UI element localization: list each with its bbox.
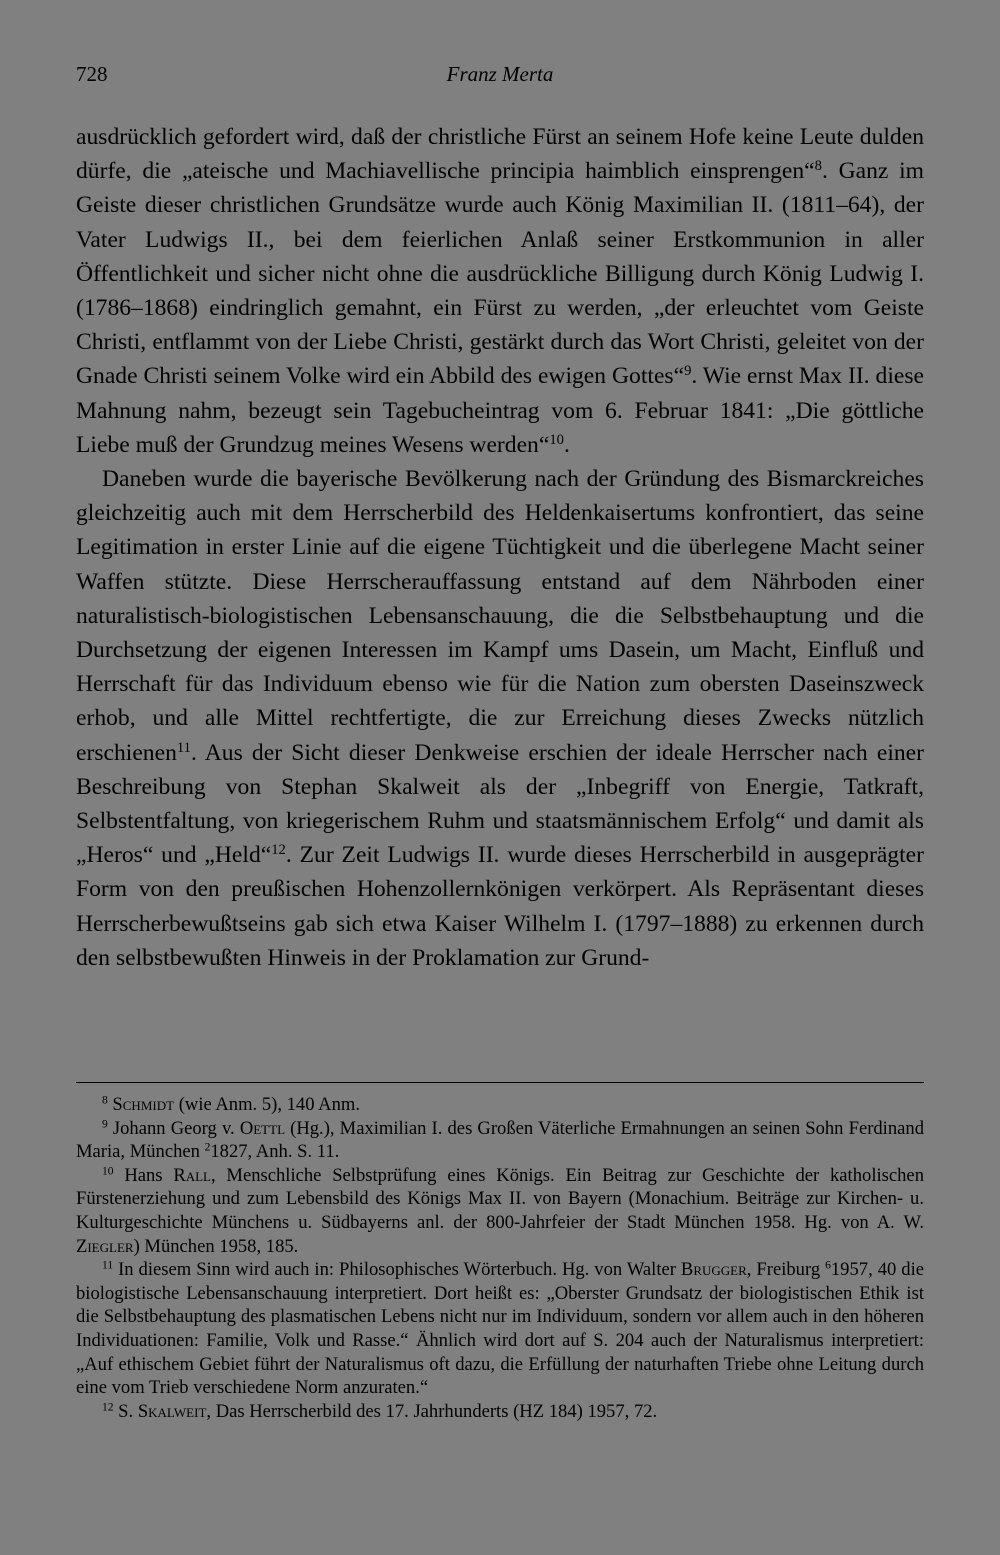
author-name: Rall bbox=[173, 1164, 211, 1186]
footnote-ref: 11 bbox=[176, 739, 191, 756]
footnote-text: ) München 1958, 185. bbox=[133, 1235, 299, 1257]
footnote-text: , Freiburg bbox=[746, 1259, 826, 1281]
text-run: Daneben wurde die bayerische Bevölkerung nach der Gründung des Bismarckreiches gleichzeitig auch mit dem Herrscherbild des Heldenkaisertums konfrontiert, das seine Legitimation in erster Linie auf die eigene Tüchtigkeit und die überlegene Macht seiner Waffen stützte. Diese Herrscherauffassung entstand auf dem Nährboden einer naturalistisch-biologistischen Lebensanschauung, die die Selbstbehauptung und die Durchsetzung der eigenen Interessen im Kampf ums Dasein, um Macht, Einfluß und Herrschaft für das Individuum ebenso wie für die Nation zum obersten Daseinszweck erhob, und alle Mittel rechtfertigte, die zur Erreichung dieses Zwecks nützlich erschienen bbox=[76, 466, 924, 766]
footnote-number: 9 bbox=[102, 1118, 108, 1131]
footnotes bbox=[76, 1093, 924, 1423]
footnote bbox=[76, 1117, 924, 1164]
text-run: . Ganz im Geiste dieser christlichen Grundsätze wurde auch König Maximilian II. (1811–64), der Vater Ludwigs II., bei dem feierlichen Anlaß seiner Erstkommunion in aller Öffentlichkeit und sicher nicht ohne die ausdrückliche Billigung durch König Ludwig I. (1786–1868) eindringlich gemahnt, ein Fürst zu werden, „der erleuchtet vom Geiste Christi, entflammt von der Liebe Christi, gestärkt durch das Wort Christi, geleitet von der Gnade Christi seinem Volke wird ein Abbild des ewigen Gottes“ bbox=[76, 158, 924, 390]
footnote-text: In diesem Sinn wird auch in: Philosophisches Wörterbuch. Hg. von Walter bbox=[118, 1259, 681, 1281]
text-run: . Zur Zeit Ludwigs II. wurde dieses Herrscherbild in ausgeprägter Form von den preußischen Hohenzollernkönigen verkörpert. Als Repräsentant dieses Herrscherbewußtseins gab sich etwa Kaiser Wilhelm I. (1797–1888) zu erkennen durch den selbstbewußten Hinweis in der Proklamation zur Grund- bbox=[76, 842, 924, 971]
author-name: Skalweit bbox=[137, 1400, 207, 1422]
footnote-text: Johann Georg v. bbox=[112, 1117, 240, 1139]
footnote bbox=[76, 1164, 924, 1258]
footnote-ref: 9 bbox=[684, 363, 692, 380]
footnote bbox=[76, 1400, 924, 1424]
footnote-text: Hans bbox=[124, 1164, 174, 1186]
footnote bbox=[76, 1093, 924, 1117]
footnote-text: S. bbox=[118, 1400, 138, 1422]
editor-name: Ziegler bbox=[76, 1235, 134, 1257]
footnote-number: 8 bbox=[102, 1094, 108, 1107]
footnote-ref: 12 bbox=[271, 842, 286, 859]
footnote-text: , Das Herrscherbild des 17. Jahrhunderts (HZ 184) 1957, 72. bbox=[206, 1400, 658, 1422]
text-run: . bbox=[563, 431, 570, 458]
running-title: Franz Merta bbox=[446, 62, 554, 86]
author-name: Schmidt bbox=[112, 1094, 175, 1115]
text-run: ausdrücklich gefordert wird, daß der christliche Fürst an seinem Hofe keine Leute dulden dürfe, die „ateische und Machiavellische principia haimblich einsprengen“ bbox=[76, 124, 924, 185]
author-name: Oettl bbox=[239, 1117, 286, 1139]
footnote-separator bbox=[76, 1082, 924, 1083]
footnote-number: 11 bbox=[102, 1259, 114, 1272]
footnote bbox=[76, 1258, 924, 1400]
footnote-number: 10 bbox=[102, 1165, 114, 1178]
main-text bbox=[76, 120, 924, 975]
footnote-text: (wie Anm. 5), 140 Anm. bbox=[174, 1094, 360, 1115]
page-header bbox=[76, 62, 924, 92]
footnote-ref: 10 bbox=[549, 431, 564, 448]
paragraph bbox=[76, 120, 924, 462]
footnote-text: 1827, Anh. S. 11. bbox=[210, 1141, 340, 1163]
paragraph bbox=[76, 462, 924, 975]
edition-number: 6 bbox=[825, 1259, 831, 1272]
footnote-text: (Hg.), Maximilian I. des Großen Väterliche Ermahnungen an seinen Sohn Ferdinand Maria, München bbox=[76, 1117, 924, 1163]
footnote-text: , Menschliche Selbstprüfung eines Königs. Ein Beitrag zur Geschichte der katholischen Fürstenerziehung und zum Lebensbild des Königs Max II. von Bayern (Monachium. Beiträge zur Kirchen- u. Kulturgeschichte Münchens u. Südbayerns anl. der 800-Jahrfeier der Stadt München 1958. Hg. von A. W. bbox=[76, 1164, 924, 1233]
text-run: . Aus der Sicht dieser Denkweise erschien der ideale Herrscher nach einer Beschreibung von Stephan Skalweit als der „Inbegriff von Energie, Tatkraft, Selbstentfaltung, von kriegerischem Ruhm und staatsmännischem Erfolg“ und damit als „Heros“ und „Held“ bbox=[76, 739, 924, 869]
edition-number: 2 bbox=[204, 1141, 211, 1154]
page-number: 728 bbox=[76, 62, 108, 86]
footnote-ref: 8 bbox=[814, 158, 822, 175]
footnote-text: 1957, 40 die biologistische Lebensanschauung interpretiert. Dort heißt es: „Oberster Grundsatz der biologistischen Ethik ist die Selbstbehauptung des plasmatischen Lebens nicht nur im Individuum, sondern vor allem auch in den höheren Individuationen: Familie, Volk und Rasse.“ Ähnlich wird dort auf S. 204 auch der Naturalismus interpretiert: „Auf ethischem Gebiet führt der Naturalismus oft dazu, die Erfüllung der naturhaften Triebe ohne Leitung durch eine vom Trieb verschiedene Norm anzuraten.“ bbox=[76, 1259, 924, 1399]
text-run: . Wie ernst Max II. diese Mahnung nahm, bezeugt sein Tagebucheintrag vom 6. Februar 1841: „Die göttliche Liebe muß der Grundzug meines Wesens werden“ bbox=[76, 363, 925, 458]
author-name: Brugger bbox=[680, 1259, 747, 1281]
footnote-number: 12 bbox=[102, 1401, 114, 1414]
